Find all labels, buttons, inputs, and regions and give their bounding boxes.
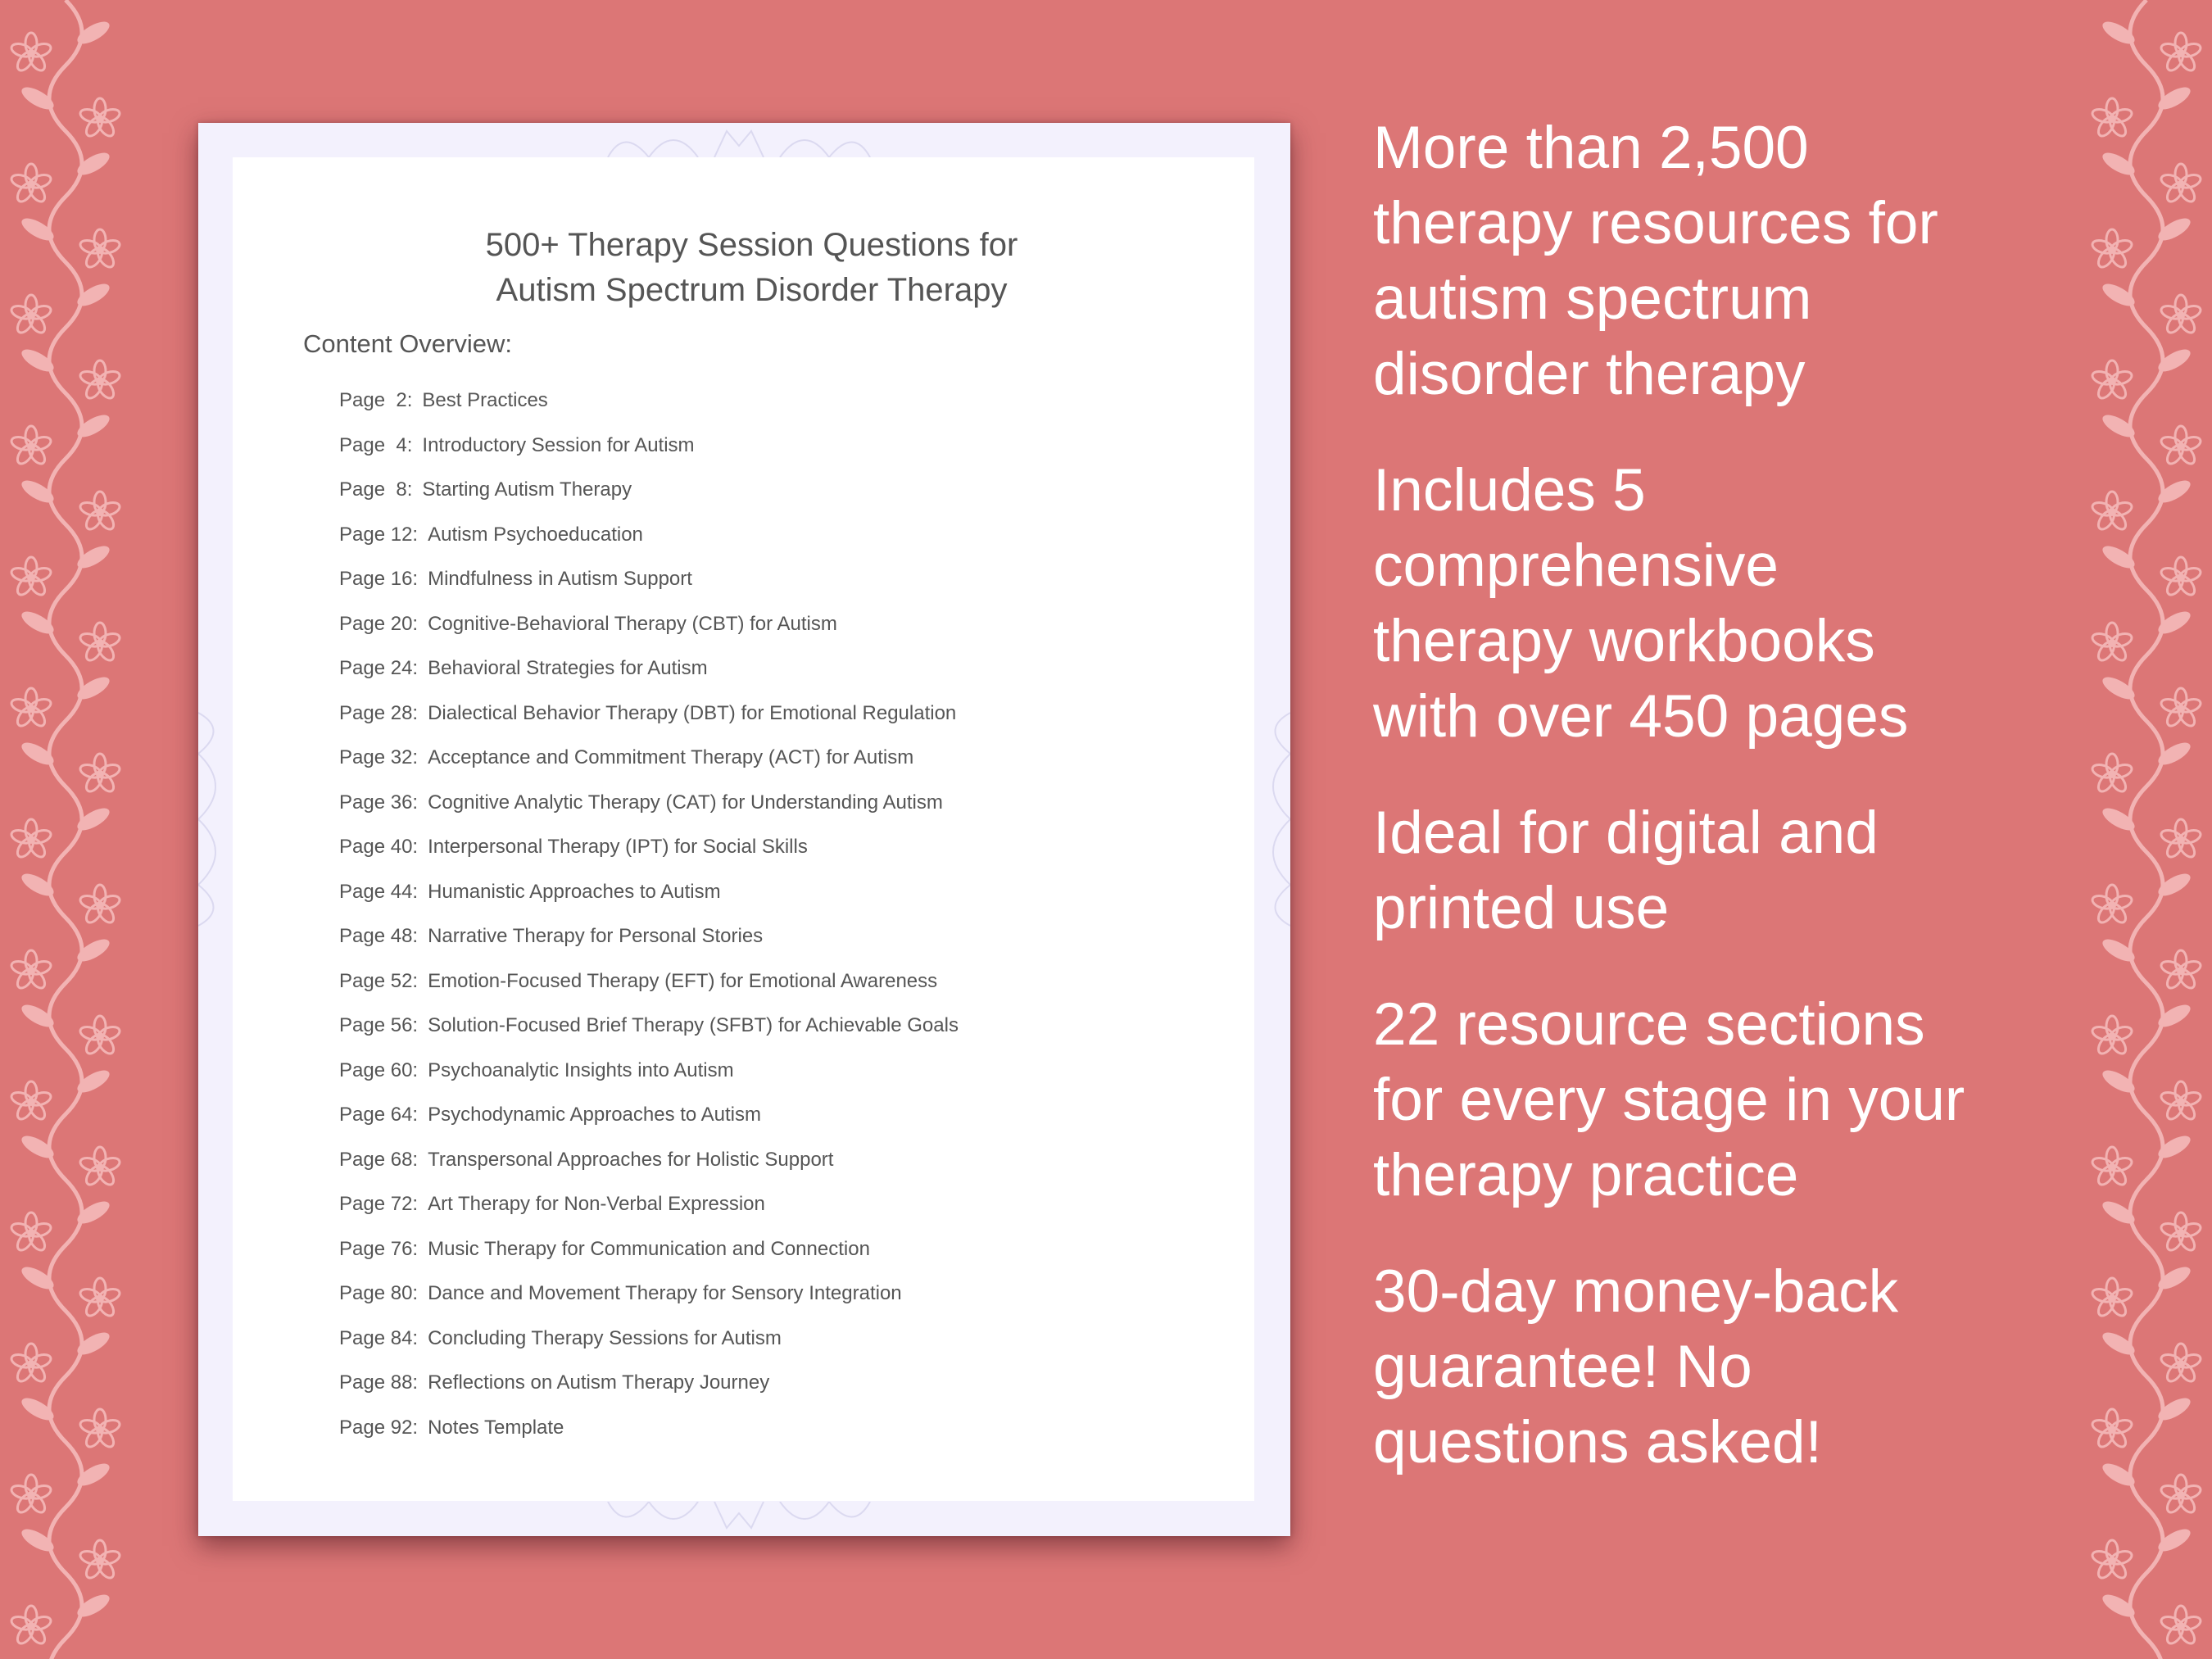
toc-page-number: Page 84:: [339, 1326, 419, 1349]
feature-line: disorder therapy: [1373, 341, 1806, 407]
toc-item: [339, 791, 959, 836]
toc-page-number: Page 80:: [339, 1282, 419, 1304]
toc-page-number: Page 16:: [339, 568, 419, 590]
feature-block: [1373, 987, 2160, 1213]
toc-page-number: Page 12:: [339, 523, 419, 546]
feature-line: autism spectrum: [1373, 265, 1812, 332]
toc-title: Acceptance and Commitment Therapy (ACT) for Autism: [428, 746, 914, 768]
toc-title: Interpersonal Therapy (IPT) for Social Skills: [428, 836, 808, 858]
floral-vine-left-icon: [0, 0, 147, 1659]
table-of-contents: [339, 389, 959, 1461]
feature-line: 30-day money-back: [1373, 1258, 1899, 1325]
toc-page-number: Page 2:: [339, 389, 413, 411]
toc-item: [339, 478, 959, 524]
toc-title: Emotion-Focused Therapy (EFT) for Emotional Awareness: [428, 969, 938, 992]
toc-title: Starting Autism Therapy: [422, 478, 632, 501]
toc-page-number: Page 88:: [339, 1371, 419, 1394]
feature-line: comprehensive: [1373, 533, 1779, 599]
document-page: [233, 157, 1254, 1501]
feature-line: Ideal for digital and: [1373, 800, 1879, 866]
toc-title: Psychodynamic Approaches to Autism: [428, 1104, 761, 1126]
toc-title: Autism Psychoeducation: [428, 523, 643, 546]
toc-item: [339, 613, 959, 658]
toc-page-number: Page 36:: [339, 791, 419, 814]
document-title-line: Autism Spectrum Disorder Therapy: [496, 272, 1008, 308]
toc-item: [339, 836, 959, 881]
toc-item: [339, 881, 959, 926]
toc-page-number: Page 8:: [339, 478, 413, 501]
toc-page-number: Page 76:: [339, 1237, 419, 1260]
toc-page-number: Page 24:: [339, 657, 419, 679]
toc-item: [339, 1104, 959, 1149]
toc-page-number: Page 68:: [339, 1148, 419, 1171]
toc-page-number: Page 92:: [339, 1416, 419, 1439]
toc-page-number: Page 48:: [339, 925, 419, 947]
feature-block: [1373, 796, 2160, 946]
toc-item: [339, 1238, 959, 1283]
toc-item: [339, 1327, 959, 1372]
toc-title: Music Therapy for Communication and Connection: [428, 1237, 870, 1260]
feature-block: [1373, 453, 2160, 755]
toc-page-number: Page 20:: [339, 612, 419, 635]
toc-title: Reflections on Autism Therapy Journey: [428, 1371, 770, 1394]
toc-title: Cognitive-Behavioral Therapy (CBT) for Autism: [428, 612, 837, 635]
feature-line: therapy practice: [1373, 1142, 1799, 1208]
toc-title: Introductory Session for Autism: [422, 433, 695, 456]
document-title-line: 500+ Therapy Session Questions for: [485, 227, 1018, 263]
toc-page-number: Page 44:: [339, 880, 419, 903]
toc-title: Dialectical Behavior Therapy (DBT) for Emotional Regulation: [428, 701, 957, 724]
feature-block: [1373, 111, 2160, 412]
toc-item: [339, 389, 959, 434]
mandala-ornament-icon: [198, 696, 233, 942]
feature-line: therapy workbooks: [1373, 608, 1875, 674]
toc-page-number: Page 4:: [339, 433, 413, 456]
document-title: [233, 223, 1254, 313]
toc-title: Concluding Therapy Sessions for Autism: [428, 1326, 782, 1349]
toc-page-number: Page 32:: [339, 746, 419, 768]
toc-title: Cognitive Analytic Therapy (CAT) for Understanding Autism: [428, 791, 943, 814]
feature-line: More than 2,500: [1373, 115, 1809, 181]
toc-item: [339, 1059, 959, 1104]
toc-page-number: Page 56:: [339, 1014, 419, 1036]
feature-line: Includes 5: [1373, 457, 1646, 524]
toc-item: [339, 1416, 959, 1462]
toc-page-number: Page 60:: [339, 1058, 419, 1081]
toc-title: Dance and Movement Therapy for Sensory Integration: [428, 1282, 902, 1304]
toc-item: [339, 434, 959, 479]
toc-item: [339, 524, 959, 569]
toc-title: Transpersonal Approaches for Holistic Support: [428, 1148, 834, 1171]
mandala-ornament-icon: [592, 123, 886, 157]
toc-page-number: Page 64:: [339, 1104, 419, 1126]
feature-line: guarantee! No: [1373, 1334, 1752, 1400]
toc-item: [339, 702, 959, 747]
document-preview: [198, 123, 1290, 1536]
toc-page-number: Page 28:: [339, 701, 419, 724]
toc-item: [339, 970, 959, 1015]
content-overview-heading: Content Overview:: [303, 329, 512, 358]
toc-item: [339, 925, 959, 970]
toc-page-number: Page 52:: [339, 969, 419, 992]
toc-title: Art Therapy for Non-Verbal Expression: [428, 1193, 765, 1215]
toc-title: Mindfulness in Autism Support: [428, 568, 692, 590]
feature-line: with over 450 pages: [1373, 683, 1909, 750]
feature-line: 22 resource sections: [1373, 991, 1925, 1058]
toc-item: [339, 657, 959, 702]
feature-list: [1373, 111, 2160, 1521]
toc-item: [339, 1014, 959, 1059]
feature-line: therapy resources for: [1373, 190, 1938, 256]
toc-title: Psychoanalytic Insights into Autism: [428, 1058, 734, 1081]
toc-item: [339, 1149, 959, 1194]
toc-item: [339, 1371, 959, 1416]
feature-line: for every stage in your: [1373, 1067, 1965, 1133]
toc-item: [339, 1282, 959, 1327]
feature-block: [1373, 1254, 2160, 1480]
toc-title: Humanistic Approaches to Autism: [428, 880, 721, 903]
toc-title: Solution-Focused Brief Therapy (SFBT) for Achievable Goals: [428, 1014, 959, 1036]
toc-title: Behavioral Strategies for Autism: [428, 657, 708, 679]
toc-title: Narrative Therapy for Personal Stories: [428, 925, 764, 947]
mandala-ornament-icon: [1256, 696, 1290, 942]
toc-item: [339, 746, 959, 791]
toc-item: [339, 568, 959, 613]
toc-page-number: Page 40:: [339, 836, 419, 858]
toc-title: Notes Template: [428, 1416, 564, 1439]
mandala-ornament-icon: [592, 1502, 886, 1536]
toc-item: [339, 1193, 959, 1238]
feature-line: questions asked!: [1373, 1409, 1822, 1475]
toc-page-number: Page 72:: [339, 1193, 419, 1215]
feature-line: printed use: [1373, 875, 1670, 941]
toc-title: Best Practices: [422, 389, 548, 411]
